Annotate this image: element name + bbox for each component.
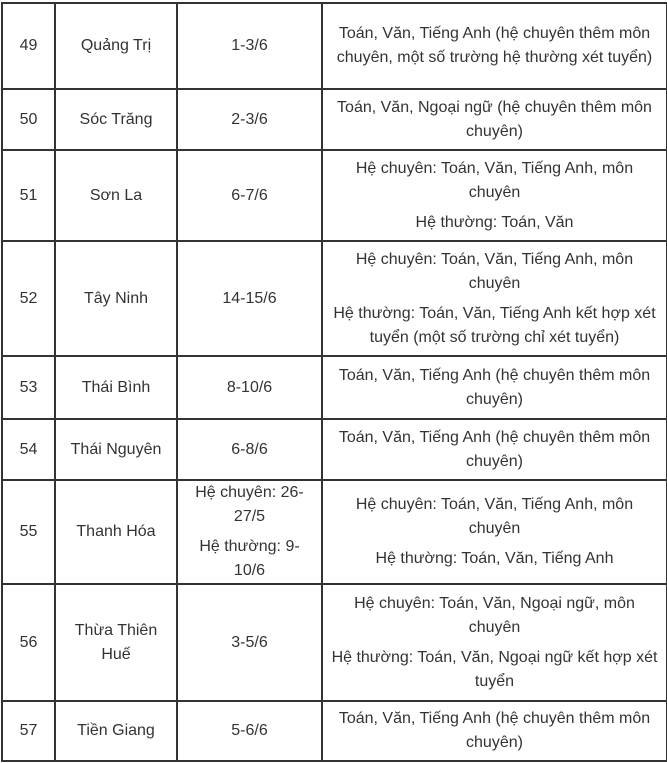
cell-stt: 54 — [2, 419, 55, 480]
cell-province: Thái Bình — [55, 356, 177, 419]
table-row — [2, 584, 667, 701]
exam-date-text: 3-5/6 — [231, 633, 268, 651]
subjects-specialized-text: Hệ chuyên: Toán, Văn, Tiếng Anh, môn chuyên — [355, 250, 634, 292]
cell-subjects — [322, 584, 667, 701]
subjects-text: Toán, Văn, Ngoại ngữ (hệ chuyên thêm môn chuyên) — [337, 98, 652, 140]
cell-subjects — [322, 480, 667, 584]
cell-subjects — [322, 419, 667, 480]
cell-exam-date — [177, 584, 322, 701]
cell-subjects — [322, 89, 667, 150]
exam-date-text: 8-10/6 — [226, 378, 273, 396]
exam-date-text: 2-3/6 — [231, 110, 268, 128]
cell-province: Thái Nguyên — [55, 419, 177, 480]
subjects-text: Toán, Văn, Tiếng Anh (hệ chuyên thêm môn chuyên) — [338, 428, 651, 470]
cell-subjects — [322, 3, 667, 89]
cell-province: Quảng Trị — [55, 3, 177, 89]
cell-province: Thanh Hóa — [55, 480, 177, 584]
exam-date-text: 6-7/6 — [231, 186, 268, 204]
cell-stt: 49 — [2, 3, 55, 89]
exam-date-text: 5-6/6 — [231, 722, 268, 739]
cell-stt: 51 — [2, 150, 55, 241]
subjects-regular-text: Hệ thường: Toán, Văn, Tiếng Anh — [375, 550, 614, 567]
cell-exam-date — [177, 3, 322, 89]
subjects-specialized-text: Hệ chuyên: Toán, Văn, Tiếng Anh, môn chuyên — [355, 496, 634, 537]
cell-stt: 57 — [2, 701, 55, 761]
subjects-text: Toán, Văn, Tiếng Anh (hệ chuyên thêm môn chuyên) — [338, 710, 651, 751]
cell-province: Sơn La — [55, 150, 177, 241]
cell-stt: 55 — [2, 480, 55, 584]
table-row — [2, 241, 667, 356]
cell-exam-date — [177, 89, 322, 150]
cell-exam-date — [177, 241, 322, 356]
table-row — [2, 356, 667, 419]
cell-stt: 50 — [2, 89, 55, 150]
cell-stt: 56 — [2, 584, 55, 701]
subjects-regular-text: Hệ thường: Toán, Văn, Ngoại ngữ kết hợp xét tuyển — [331, 648, 658, 690]
cell-exam-date — [177, 356, 322, 419]
exam-date-text: 14-15/6 — [222, 289, 277, 307]
table-row — [2, 480, 667, 584]
cell-province: Tiền Giang — [55, 701, 177, 761]
subjects-text: Toán, Văn, Tiếng Anh (hệ chuyên thêm môn chuyên, một số trường hệ thường xét tuyển) — [336, 25, 653, 66]
cell-subjects — [322, 701, 667, 761]
subjects-regular-text: Hệ thường: Toán, Văn, Tiếng Anh kết hợp xét tuyển (một số trường chỉ xét tuyển) — [333, 304, 656, 346]
cell-subjects — [322, 356, 667, 419]
subjects-specialized-text: Hệ chuyên: Toán, Văn, Tiếng Anh, môn chuyên — [355, 159, 634, 201]
table-body — [2, 3, 667, 761]
table-row — [2, 150, 667, 241]
table-row — [2, 89, 667, 150]
cell-exam-date — [177, 480, 322, 584]
subjects-text: Toán, Văn, Tiếng Anh (hệ chuyên thêm môn chuyên) — [338, 366, 651, 408]
cell-subjects — [322, 150, 667, 241]
cell-stt: 52 — [2, 241, 55, 356]
table-row — [2, 3, 667, 89]
table-row — [2, 419, 667, 480]
exam-schedule-table — [1, 2, 667, 762]
cell-province: Sóc Trăng — [55, 89, 177, 150]
cell-province: Thừa Thiên Huế — [55, 584, 177, 701]
exam-date-specialized-text: Hệ chuyên: 26-27/5 — [195, 484, 304, 525]
cell-exam-date — [177, 150, 322, 241]
cell-exam-date — [177, 701, 322, 761]
exam-date-text: 1-3/6 — [231, 37, 268, 54]
cell-exam-date — [177, 419, 322, 480]
cell-stt: 53 — [2, 356, 55, 419]
cell-province: Tây Ninh — [55, 241, 177, 356]
exam-date-text: 6-8/6 — [231, 440, 268, 458]
exam-date-regular-text: Hệ thường: 9-10/6 — [199, 538, 300, 579]
subjects-specialized-text: Hệ chuyên: Toán, Văn, Ngoại ngữ, môn chuyên — [354, 594, 635, 636]
table-row — [2, 701, 667, 761]
subjects-regular-text: Hệ thường: Toán, Văn — [415, 213, 574, 231]
cell-subjects — [322, 241, 667, 356]
